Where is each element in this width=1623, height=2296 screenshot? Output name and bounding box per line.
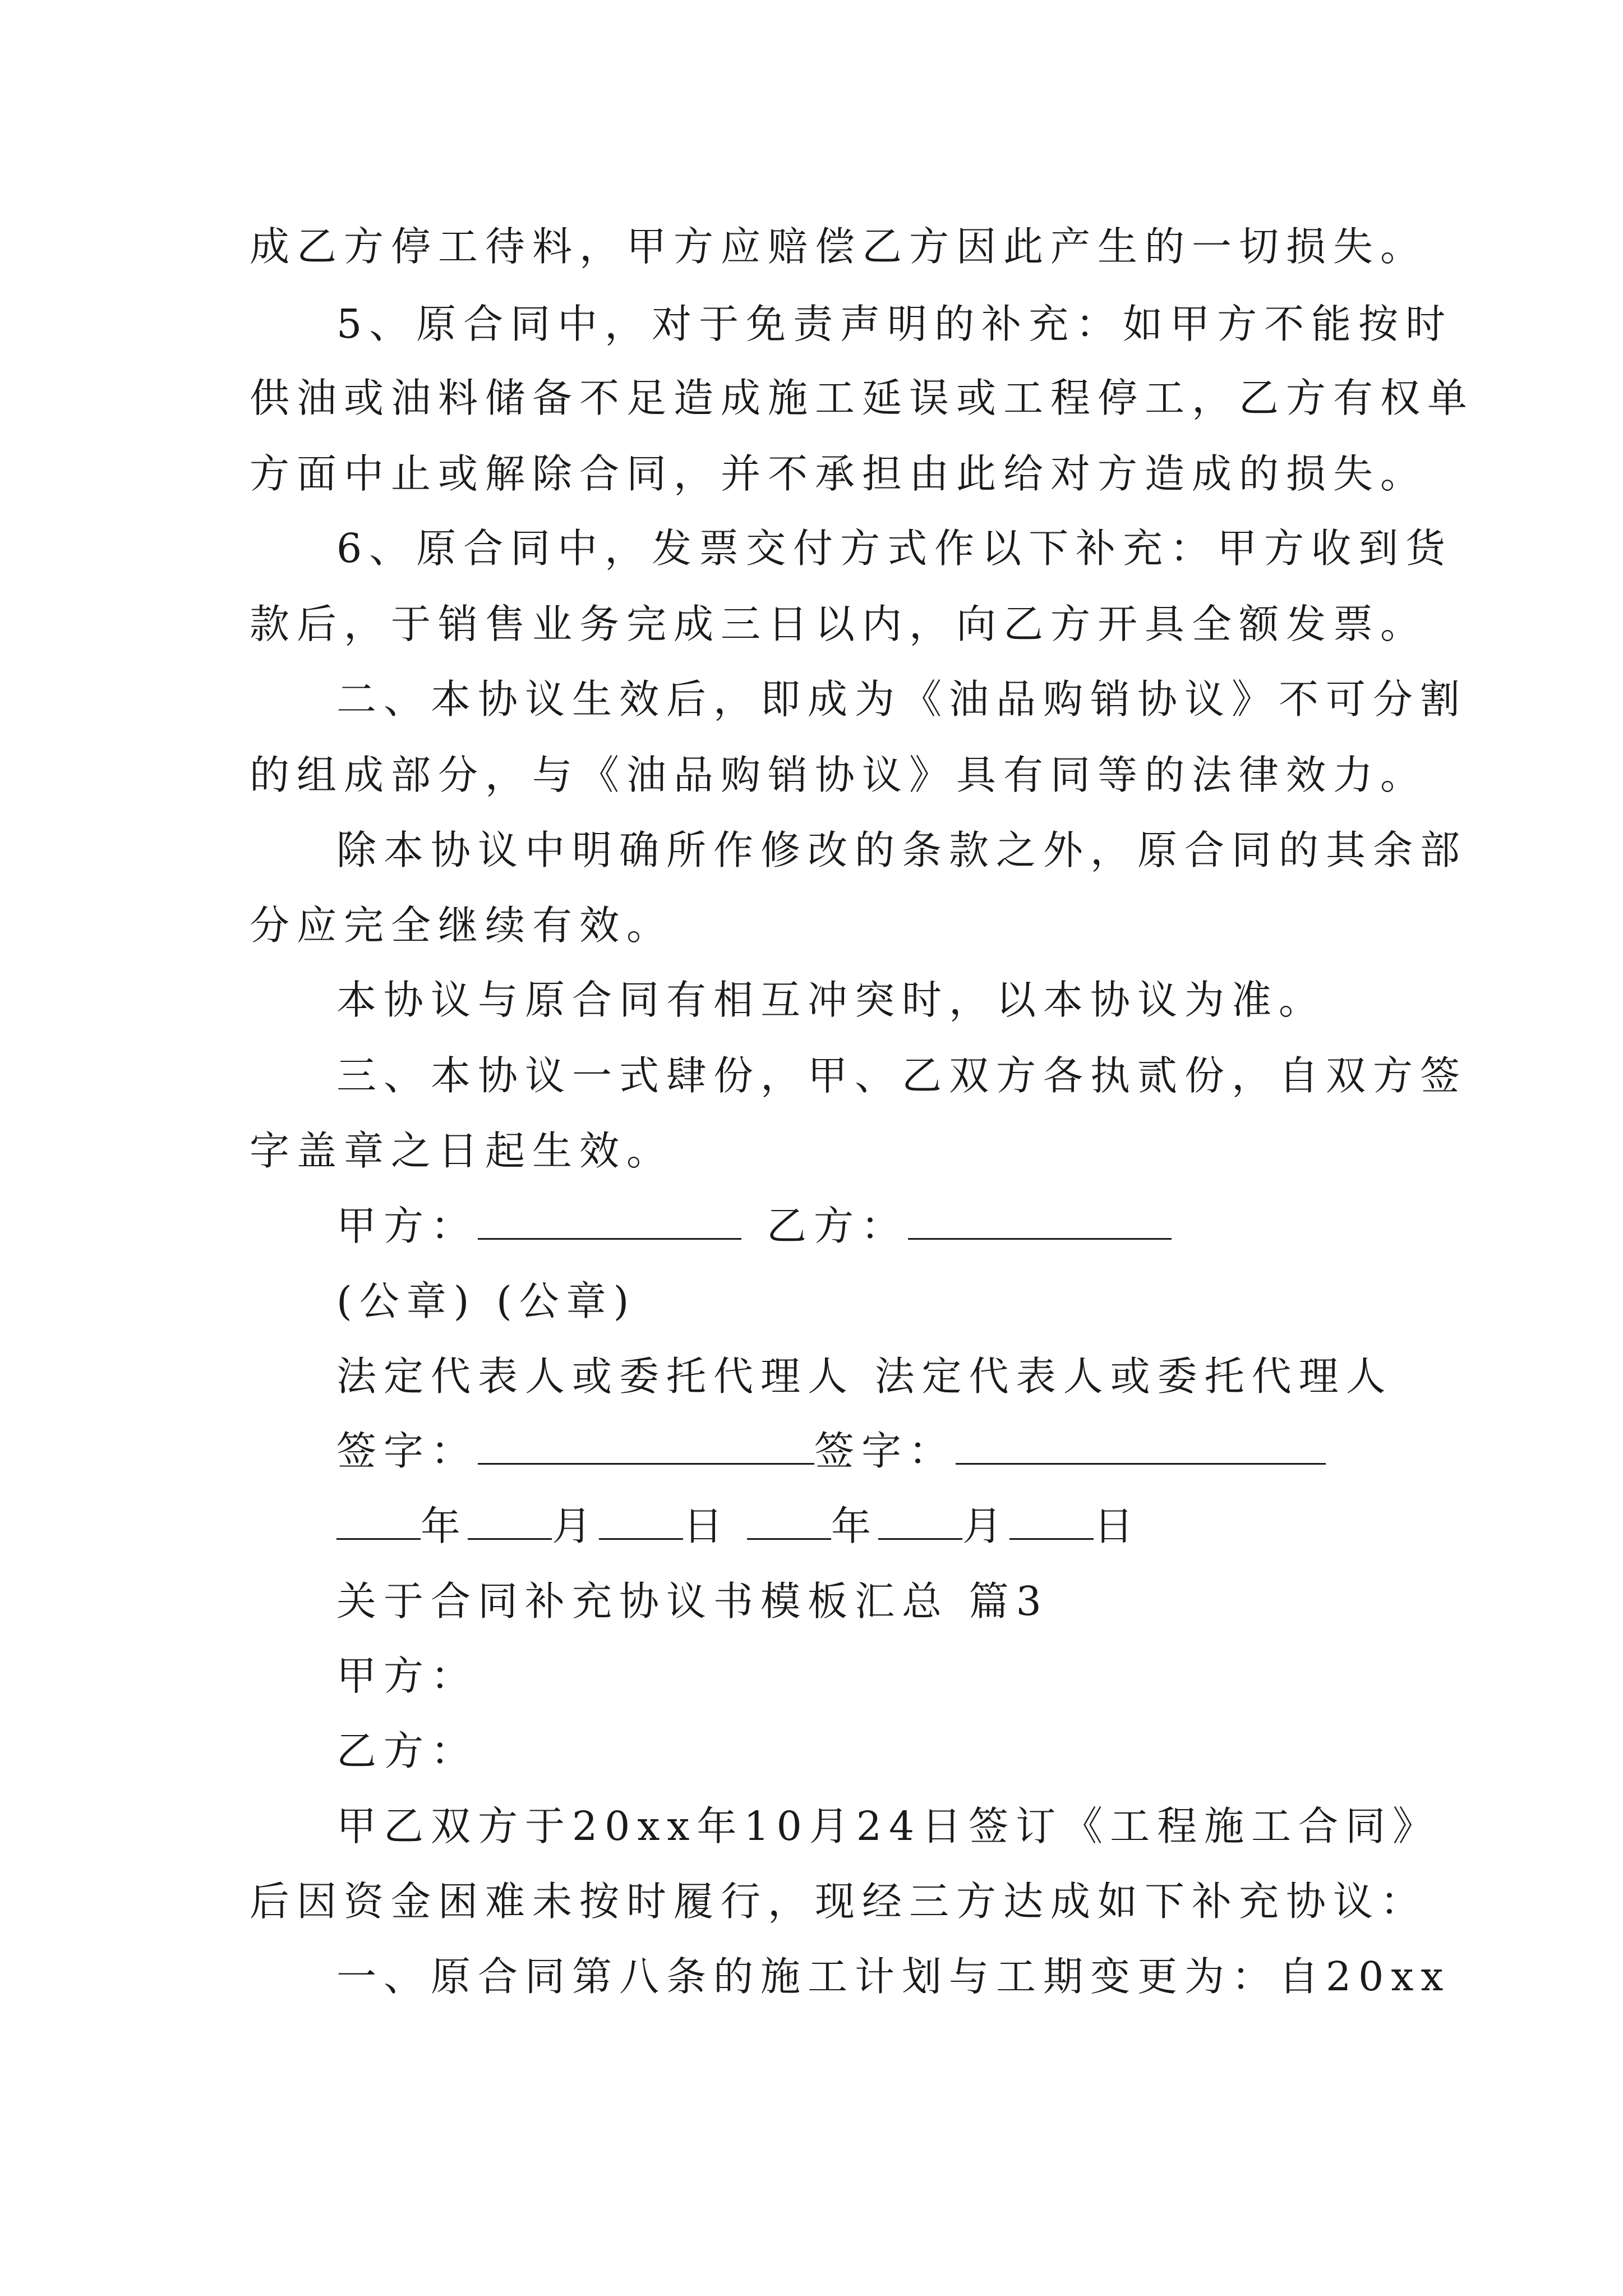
- section-body-line: 后因资金困难未按时履行，现经三方达成如下补充协议：: [250, 1878, 1428, 1925]
- sign-line: [336, 1423, 1326, 1479]
- body-line: 除本协议中明确所作修改的条款之外，原合同的其余部: [336, 827, 1468, 873]
- body-line: 本协议与原合同有相互冲突时，以本协议为准。: [336, 977, 1326, 1023]
- party-a-label: 甲方：: [336, 1203, 478, 1249]
- body-line: 方面中止或解除合同，并不承担由此给对方造成的损失。: [250, 450, 1428, 497]
- day-blank: [1009, 1504, 1094, 1540]
- body-line: 成乙方停工待料，甲方应赔偿乙方因此产生的一切损失。: [250, 223, 1428, 270]
- clause-6-line: 6、原合同中，发票交付方式作以下补充：甲方收到货: [336, 525, 1453, 572]
- clause-5-line: 5、原合同中，对于免责声明的补充：如甲方不能按时: [336, 301, 1453, 347]
- month-label: 月: [552, 1503, 600, 1549]
- sign-label-a: 签字：: [336, 1428, 478, 1474]
- year-label: 年: [421, 1503, 468, 1549]
- section-body-line: 一、原合同第八条的施工计划与工期变更为：自20xx: [336, 1953, 1451, 2000]
- body-line: 分应完全继续有效。: [250, 902, 674, 949]
- body-line: 款后，于销售业务完成三日以内，向乙方开具全额发票。: [250, 601, 1428, 647]
- body-line: 的组成部分，与《油品购销协议》具有同等的法律效力。: [250, 752, 1428, 798]
- party-a-blank: [478, 1204, 741, 1240]
- representative-line: 法定代表人或委托代理人 法定代表人或委托代理人: [336, 1353, 1393, 1400]
- section-title: 关于合同补充协议书模板汇总 篇3: [336, 1578, 1049, 1625]
- body-line: 供油或油料储备不足造成施工延误或工程停工，乙方有权单: [250, 375, 1475, 421]
- article-2-line: 二、本协议生效后，即成为《油品购销协议》不可分割: [336, 676, 1468, 723]
- day-label: 日: [683, 1503, 731, 1549]
- year-label: 年: [831, 1503, 879, 1549]
- month-blank: [468, 1504, 552, 1540]
- section-party-a: 甲方：: [336, 1653, 478, 1699]
- sign-a-blank: [478, 1429, 814, 1465]
- day-blank: [599, 1504, 683, 1540]
- section-body-line: 甲乙双方于20xx年10月24日签订《工程施工合同》: [336, 1803, 1440, 1849]
- sign-label-b: 签字：: [814, 1428, 956, 1474]
- party-b-blank: [908, 1204, 1172, 1240]
- month-label: 月: [962, 1503, 1010, 1549]
- month-blank: [878, 1504, 962, 1540]
- day-label: 日: [1094, 1503, 1141, 1549]
- section-party-b: 乙方：: [336, 1728, 478, 1774]
- sign-b-blank: [956, 1429, 1326, 1465]
- year-blank: [747, 1504, 831, 1540]
- article-3-line: 三、本协议一式肆份，甲、乙双方各执贰份，自双方签: [336, 1052, 1468, 1099]
- party-b-label: 乙方：: [767, 1203, 909, 1249]
- party-signature-line: [336, 1198, 1172, 1254]
- date-line: [336, 1498, 1141, 1554]
- seal-line: (公章) (公章): [336, 1278, 637, 1324]
- body-line: 字盖章之日起生效。: [250, 1128, 674, 1174]
- year-blank: [336, 1504, 421, 1540]
